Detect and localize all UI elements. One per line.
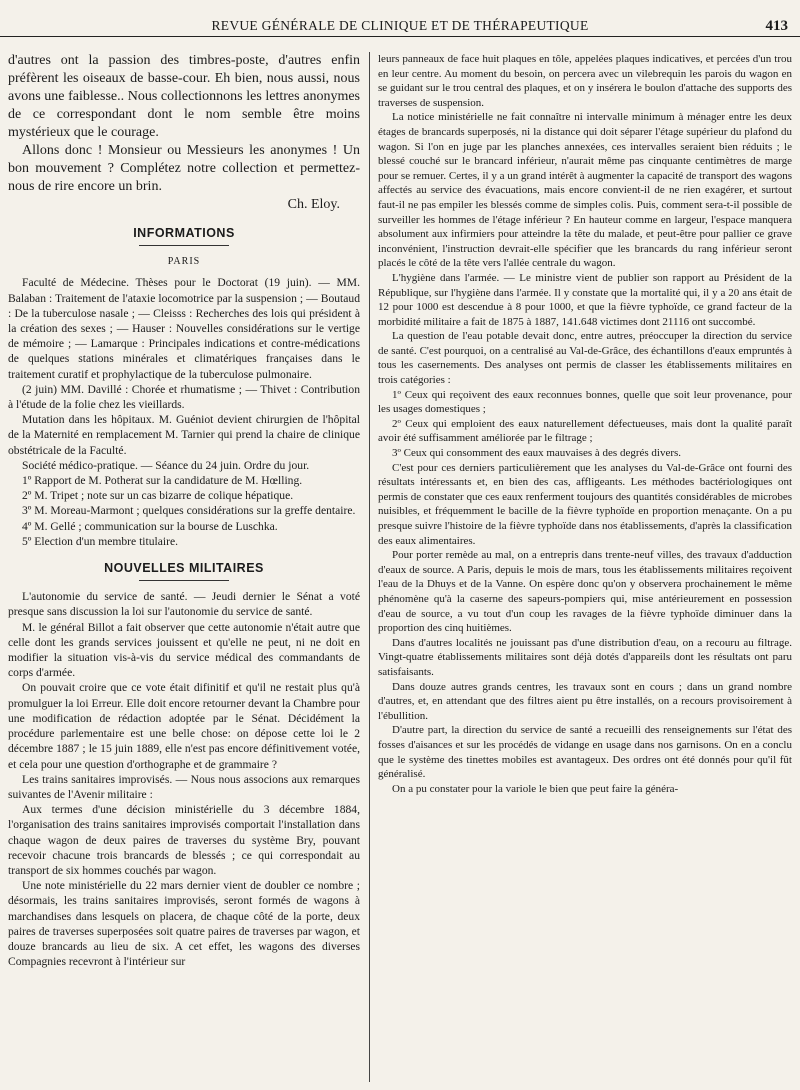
info-item: Mutation dans les hôpitaux. M. Guéniot devient chirurgien de l'hôpital de la Maternité en remplacement M. Tarnier qui prend la chaire de clinique obstétricale de la Faculté. xyxy=(8,413,360,457)
heading-rule xyxy=(139,580,229,581)
article-paragraph: leurs panneaux de face huit plaques en tôle, appelées plaques indicatives, et percées d'un trou en leur centre. Au moment du besoin, on percera avec un vilebrequin les parois du wagon en se guidant sur le trou central des plaques, et on y insérera le boulon d'attache des supports des traverses de suspension. xyxy=(378,53,792,109)
page-number: 413 xyxy=(765,18,788,34)
info-item: 3º M. Moreau-Marmont ; quelques considérations sur la greffe dentaire. xyxy=(22,504,356,518)
article-paragraph: D'autre part, la direction du service de santé a recueilli des renseignements sur l'état des fosses d'aisances et sur les procédés de vidange en usage dans nos garnisons. On en a conclu que le système des tinettes mobiles est avantageux. Des ordres ont été donnés pour qu'il fût généralisé. xyxy=(378,724,792,781)
journal-title: REVUE GÉNÉRALE DE CLINIQUE ET DE THÉRAPEUTIQUE xyxy=(211,18,589,33)
info-item: 2º M. Tripet ; note sur un cas bizarre de colique hépatique. xyxy=(22,489,294,503)
article-paragraph: On a pu constater pour la variole le bien que peut faire la généra- xyxy=(392,782,679,795)
info-item: Société médico-pratique. — Séance du 24 juin. Ordre du jour. xyxy=(22,458,310,472)
info-item: (2 juin) MM. Davillé : Chorée et rhumatisme ; — Thivet : Contribution à l'étude de la folie chez les vieillards. xyxy=(8,382,360,412)
article-paragraph: La question de l'eau potable devait donc, entre autres, préoccuper la direction du service de santé. C'est pourquoi, on a centralisé au Val-de-Grâce, des échantillons d'eaux empruntés à tous les casernements. Des analyses ont permis de classer les établissements militaires en trois catégories : xyxy=(378,330,792,387)
article-paragraph: M. le général Billot a fait observer que cette autonomie n'était autre que celle dont les grands services jouissent et qu'elle ne peut, ni ne doit en modifier la situation vis-à-vis du service médical des commandants de corps d'armée. xyxy=(8,620,360,680)
list-item: 1º Ceux qui reçoivent des eaux reconnues bonnes, quelle que soit leur provenance, pour les usages domestiques ; xyxy=(378,388,792,416)
article-paragraph: Dans d'autres localités ne jouissant pas d'une distribution d'eau, on a recouru au filtrage. Vingt-quatre établissements militaires sont déjà dotés d'appareils dont les résultats ont paru satisfaisants. xyxy=(378,636,792,678)
article-paragraph: Dans douze autres grands centres, les travaux sont en cours ; dans un grand nombre d'autres, et, en attendant que des filtres aient pu être installés, on a recours provisoirement à l'ébullition. xyxy=(378,680,792,722)
list-item: 3º Ceux qui consomment des eaux mauvaises à des degrés divers. xyxy=(392,447,682,460)
info-item: 4º M. Gellé ; communication sur la bourse de Luschka. xyxy=(22,519,278,533)
article-paragraph: La notice ministérielle ne fait connaître ni intervalle minimum à ménager entre les deux étages de brancards superposés, ni la distance qui doit séparer l'étage supérieur du plafond du wagon. Si l'on en juge par les planches annexées, ces intervalles seraient bien réduits ; le blessé couché sur le brancard inférieur, n'aurait même pas cinquante centimètres de marge pour se remuer. Certes, il y a un grand intérêt à augmenter la capacité de transport des wagons affectés au service des évacuations, mais encore convient-il de ne rien exagérer, et surtout faut-il ne pas empiler les blessés comme de simples colis. Puis, comment sera-t-il possible de surveiller les hommes de l'étage inférieur ? En hauteur comme en largeur, l'espace manquera absolument aux infirmiers pour atteindre la tête du malade, et peut-être pour pallier ce grave inconvénient, l'instruction devrait-elle spécifier que les brancards du rang inférieur seront placés le côté de la tête vers l'allée centrale du wagon. xyxy=(378,111,792,270)
right-column xyxy=(378,52,792,1082)
article-paragraph: Une note ministérielle du 22 mars dernier vient de doubler ce nombre ; désormais, les trains sanitaires improvisés, seront formés de wagons à marchandises dans lesquels on placera, de chaque côté de la porte, deux paires de traverses superposées soit quatre paires de traverses par wagon, et douze brancards au lieu de six. A cet effet, les wagons des diverses Compagnies recevront à l'intérieur sur xyxy=(8,879,360,969)
article-paragraph: Pour porter remède au mal, on a entrepris dans trente-neuf villes, des travaux d'adduction d'eaux de source. A Paris, depuis le mois de mars, tous les établissements militaires reçoivent l'eau de la Dhuys et de la Vanne. On espère donc qu'on y observera prochainement le même phénomène qu'à la caserne des sapeurs-pompiers qui, mise antérieurement en possession d'eau de source, a vu tout d'un coup les ravages de la fièvre typhoïde diminuer dans la proportion des cinq huitièmes. xyxy=(378,549,792,635)
article-paragraph: Les trains sanitaires improvisés. — Nous nous associons aux remarques suivantes de l'Avenir militaire : xyxy=(8,772,360,801)
subheading-paris: PARIS xyxy=(167,256,201,268)
left-column xyxy=(8,52,360,1082)
section-heading-informations: INFORMATIONS xyxy=(133,226,235,240)
info-item: 1º Rapport de M. Potherat sur la candidature de M. Hœlling. xyxy=(22,474,303,488)
article-paragraph: On pouvait croire que ce vote était difinitif et qu'il ne restait plus qu'à promulguer la loi Erreur. Elle doit encore retourner devant la Chambre pour une modification de rédaction adoptée par le Sénat. Décidément la procédure parlementaire est une belle chose: on dépose cette loi le 2 décembre 1887 ; le 15 juin 1889, elle n'est pas encore définitivement votée, et cela pour une question d'orthographe et de grammaire ? xyxy=(8,681,360,771)
section-heading-militaires: NOUVELLES MILITAIRES xyxy=(104,561,264,576)
intro-paragraph: Allons donc ! Monsieur ou Messieurs les anonymes ! Un bon mouvement ? Complétez notre collection et permettez-nous de rire encore un brin. xyxy=(8,143,360,194)
article-paragraph: C'est pour ces derniers particulièrement que les analyses du Val-de-Grâce ont fourni des résultats intéressants et, en bien des cas, affligeants. Les méthodes bactériologiques ont permis de constater que ces eaux renferment toujours des quantités considérables de microbes nuisibles, et fréquemment le bacille de la fièvre typhoïde en proportion menaçante. On a pu presque suivre l'histoire de la fièvre typhoïde dans nos établissements, d'après la classification des eaux alimentaires. xyxy=(378,461,792,547)
article-paragraph: Aux termes d'une décision ministérielle du 3 décembre 1884, l'organisation des trains sanitaires improvisés comportait l'installation dans chaque wagon de deux paires de traverses du système Bry, pouvant recevoir chacune trois brancards de blessés ; ce qui correspondait au transport de six hommes couchés par wagon. xyxy=(8,803,360,877)
info-item: 5º Election d'un membre titulaire. xyxy=(22,534,179,548)
article-paragraph: L'autonomie du service de santé. — Jeudi dernier le Sénat a voté presque sans discussion la loi sur l'autonomie du service de santé. xyxy=(8,590,360,619)
info-item: Faculté de Médecine. Thèses pour le Doctorat (19 juin). — MM. Balaban : Traitement de l'ataxie locomotrice par la suspension ; — Boutaud : De la tuberculose nasale ; — Cleisss : Recherches des lois qui président à la création des sexes ; — Hauser : Nouvelles considérations sur le vertige de mémoire ; — Lamarque : Principales indications et contre-médications de quelques stations minérales et climatériques françaises dans le traitement curatif et prophylactique de la tuberculose pulmonaire. xyxy=(8,276,360,381)
list-item: 2º Ceux qui emploient des eaux naturellement défectueuses, mais dont la qualité paraît avoir été suffisamment améliorée par le filtrage ; xyxy=(378,417,792,445)
article-paragraph: L'hygiène dans l'armée. — Le ministre vient de publier son rapport au Président de la République, sur l'hygiène dans l'armée. Il y constate que la mortalité qui, il y a 20 ans était de 12 pour 1000 est descendue à 8 pour 1000, et que la fièvre typhoïde, ce grand facteur de la morbidité militaire a fait de 1875 à 1887, 141.648 victimes dont 21116 ont succombé. xyxy=(378,271,792,328)
column-divider xyxy=(369,52,370,1082)
intro-paragraph: d'autres ont la passion des timbres-poste, d'autres enfin préfèrent les oiseaux de basse-cour. Eh bien, nous aussi, nous avons une faiblesse.. Nous collectionnons les lettres anonymes de ce correspondant dont le nom semble être moins mystérieux que le courage. xyxy=(8,53,360,140)
heading-rule xyxy=(139,245,229,246)
running-header xyxy=(0,10,800,37)
signature: Ch. Eloy. xyxy=(287,197,340,212)
